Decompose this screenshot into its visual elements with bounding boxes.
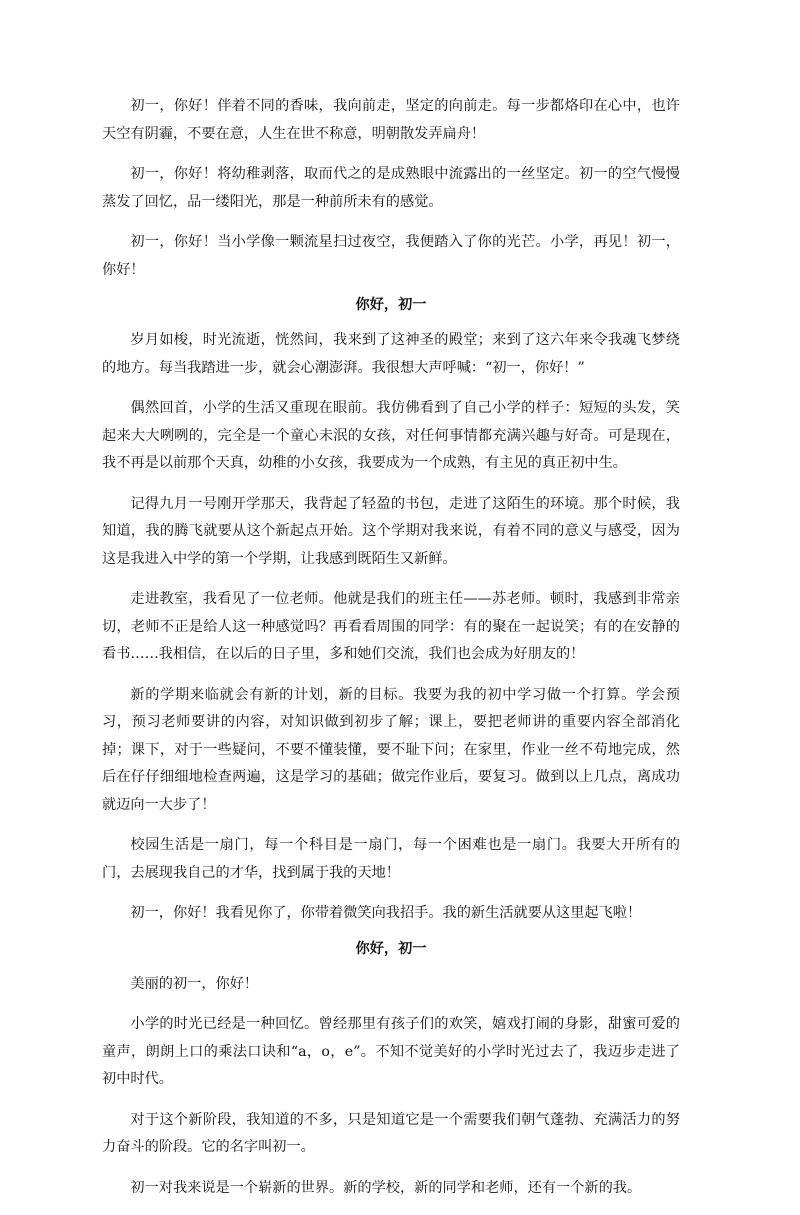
section-heading: 你好，初一 (355, 940, 427, 957)
section-heading: 你好，初一 (355, 297, 427, 313)
document-body (102, 93, 680, 1215)
essay-section-1 (102, 93, 680, 284)
essay-section-2 (102, 297, 680, 928)
paragraph: 美丽的初一，你好！ (130, 975, 259, 992)
paragraph: 初一，你好！我看见你了，你带着微笑向我招手。我的新生活就要从这里起飞啦！ (130, 905, 642, 921)
paragraph: 初一，你好！将幼稚剥落，取而代之的是成熟眼中流露出的一丝坚定。初一的空气慢慢蒸发了回忆，品一缕阳光，那是一种前所未有的感觉。 (102, 166, 680, 210)
paragraph: 新的学期来临就会有新的计划，新的目标。我要为我的初中学习做一个打算。学会预习，预习老师要讲的内容，对知识做到初步了解；课上，要把老师讲的重要内容全部消化掉；课下，对于一些疑问，不要不懂装懂，要不耻下问；在家里，作业一丝不苟地完成，然后在仔仔细细地检查两遍，这是学习的基础；做完作业后，要复习。做到以上几点，离成功就迈向一大步了！ (102, 686, 680, 813)
paragraph: 对于这个新阶段，我知道的不多，只是知道它是一个需要我们朝气蓬勃、充满活力的努力奋斗的阶段。它的名字叫初一。 (102, 1111, 680, 1155)
paragraph: 校园生活是一扇门，每一个科目是一扇门，每一个困难也是一扇门。我要大开所有的门，去展现我自己的才华，找到属于我的天地！ (102, 837, 680, 881)
paragraph: 走进教室，我看见了一位老师。他就是我们的班主任——苏老师。顿时，我感到非常亲切，老师不正是给人这一种感觉吗？再看看周围的同学：有的聚在一起说笑；有的在安静的看书……我相信，在以后的日子里，多和她们交流，我们也会成为好朋友的！ (102, 591, 680, 662)
paragraph: 岁月如梭，时光流逝，恍然间，我来到了这神圣的殿堂；来到了这六年来令我魂飞梦绕的地方。每当我踏进一步，就会心潮澎湃。我很想大声呼喊：“初一，你好！” (102, 332, 680, 376)
paragraph: 初一，你好！伴着不同的香味，我向前走，坚定的向前走。每一步都烙印在心中，也许天空有阴霾，不要在意，人生在世不称意，明朝散发弄扁舟！ (102, 98, 680, 142)
paragraph: 初一，你好！当小学像一颗流星扫过夜空，我便踏入了你的光芒。小学，再见！初一，你好！ (102, 234, 680, 278)
paragraph: 初一对我来说是一个崭新的世界。新的学校，新的同学和老师，还有一个新的我。 (130, 1179, 642, 1196)
paragraph: 记得九月一号刚开学那天，我背起了轻盈的书包，走进了这陌生的环境。那个时候，我知道，我的腾飞就要从这个新起点开始。这个学期对我来说，有着不同的意义与感受，因为这是我进入中学的第一个学期，让我感到既陌生又新鲜。 (102, 495, 680, 567)
paragraph: 偶然回首，小学的生活又重现在眼前。我仿佛看到了自己小学的样子：短短的头发，笑起来大大咧咧的，完全是一个童心未泯的女孩，对任何事情都充满兴趣与好奇。可是现在，我不再是以前那个天真，幼稚的小女孩，我要成为一个成熟，有主见的真正初中生。 (102, 400, 680, 471)
essay-section-3 (102, 941, 680, 1203)
paragraph: 小学的时光已经是一种回忆。曾经那里有孩子们的欢笑，嬉戏打闹的身影，甜蜜可爱的童声，朗朗上口的乘法口诀和“a，o，e”。不知不觉美好的小学时光过去了，我迈步走进了初中时代。 (102, 1016, 680, 1087)
